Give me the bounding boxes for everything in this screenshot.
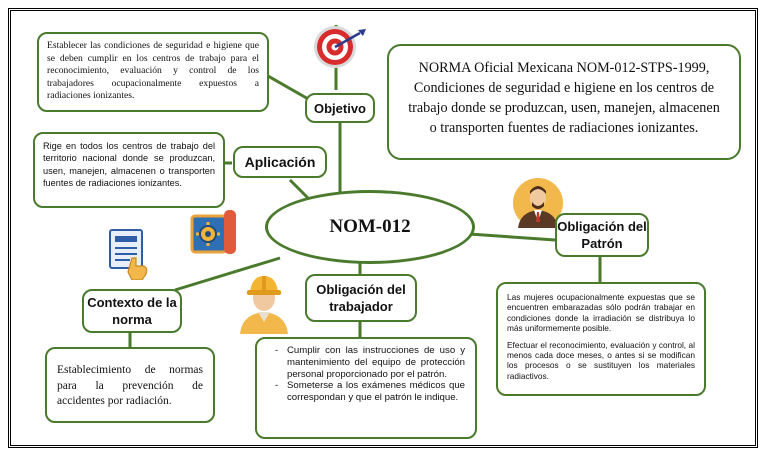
trabajador-list: [269, 345, 465, 404]
objetivo-label: Objetivo: [313, 100, 366, 116]
patron-label-box: [555, 213, 649, 257]
trabajador-label: Obligación del trabajador: [316, 282, 406, 314]
target-icon: [310, 24, 368, 70]
norma-title: NORMA Oficial Mexicana NOM-012-STPS-1999, Condiciones de seguridad e higiene en los centros de trabajo donde se produzcan, usen, manejen, almacenen o transporten fuentes de radiaciones ionizantes.: [408, 60, 720, 136]
aplicacion-text: Rige en todos los centros de trabajo del territorio nacional donde se produzcan, usen, manejen, almacenen o transporten fuentes de radiaciones ionizantes.: [43, 141, 215, 189]
blueprint-gear-icon: [190, 208, 240, 256]
trabajador-item: - Someterse a los exámenes médicos que correspondan y que el patrón le indique.: [287, 380, 465, 404]
objetivo-text-box: [37, 32, 269, 112]
contexto-label: Contexto de la norma: [87, 295, 177, 327]
objetivo-label-box: [305, 93, 375, 123]
patron-text-1: Las mujeres ocupacionalmente expuestas que se encuentren embarazadas sólo podrán trabajar en condiciones donde la irradiación se distribuya lo más uniformemente posible.: [507, 292, 695, 334]
document-hand-icon: [108, 228, 152, 280]
aplicacion-text-box: [33, 132, 225, 208]
contexto-label-box: [82, 289, 182, 333]
aplicacion-label: Aplicación: [244, 154, 316, 170]
contexto-text-box: [45, 347, 215, 423]
contexto-text: Establecimiento de normas para la prevención de accidentes por radiación.: [57, 364, 203, 407]
patron-text-2: Efectuar el reconocimiento, evaluación y control, al menos cada doce meses, o antes si se modifican los procesos o se sustituyen los materiales radiactivos.: [507, 339, 695, 381]
objetivo-text: Establecer las condiciones de seguridad e higiene que se deben cumplir en los centros de trabajo para el reconocimiento, evaluación y control de los trabajadores ocupacionalmente expuestos a radiaciones ionizantes.: [47, 40, 259, 102]
trabajador-label-box: [305, 274, 417, 322]
center-node: [265, 190, 475, 264]
aplicacion-label-box: [233, 146, 327, 178]
trabajador-item: - Cumplir con las instrucciones de uso y mantenimiento del equipo de protección personal proporcionado por el patrón.: [287, 345, 465, 380]
center-title: NOM-012: [329, 216, 411, 237]
patron-text-box: [496, 282, 706, 396]
patron-label: Obligación del Patrón: [557, 219, 647, 251]
worker-helmet-icon: [236, 270, 292, 334]
trabajador-text-box: [255, 337, 477, 439]
norma-title-box: [387, 44, 741, 160]
